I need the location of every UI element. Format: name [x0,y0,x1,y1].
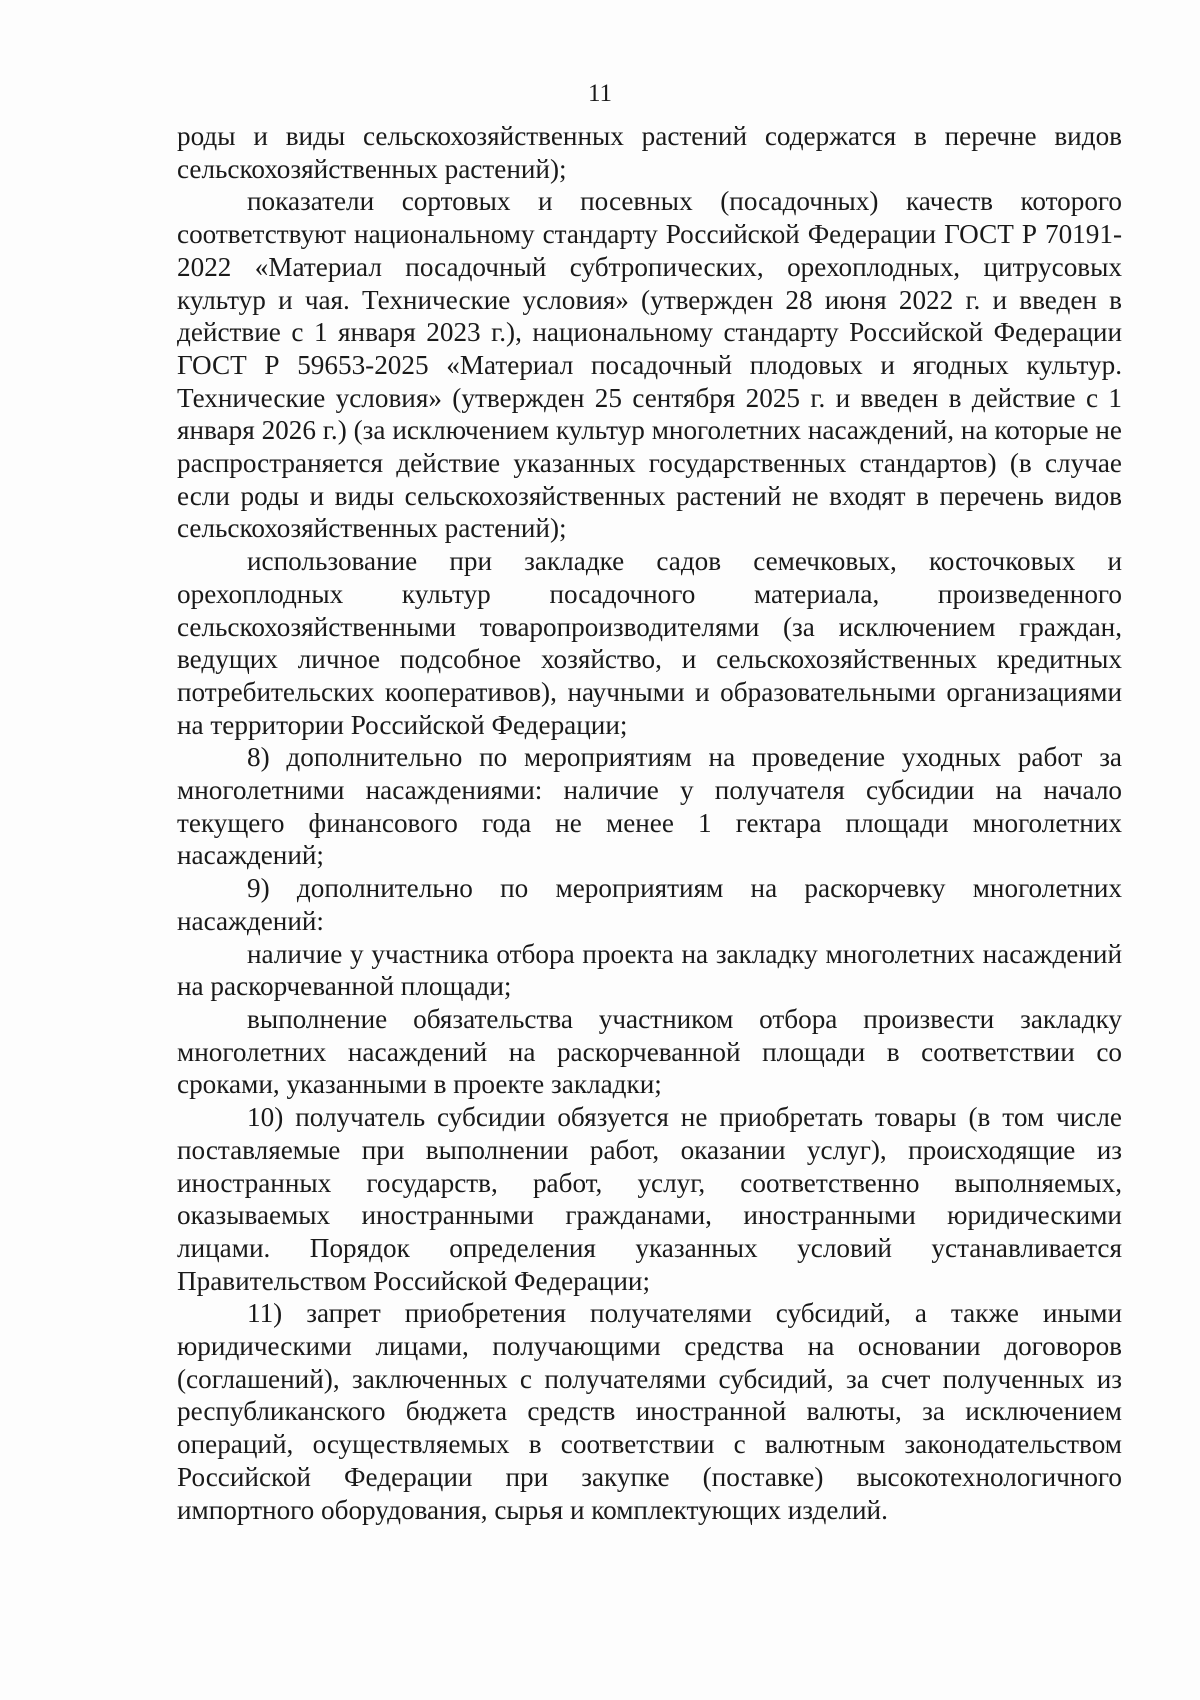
document-body [177,120,1122,1526]
paragraph-item-9-sub-2: выполнение обязательства участником отбора произвести закладку многолетних насаждений на раскорчеванной площади в соответствии со сроками, указанными в проекте закладки; [177,1003,1122,1100]
paragraph-1: роды и виды сельскохозяйственных растений содержатся в перечне видов сельскохозяйственных растений); [177,121,1122,184]
page-number: 11 [587,80,613,107]
paragraph-item-9: 9) дополнительно по мероприятиям на раскорчевку многолетних насаждений: [177,873,1122,936]
paragraph-2: показатели сортовых и посевных (посадочных) качеств которого соответствуют национальному стандарту Российской Федерации ГОСТ Р 70191-2022 «Материал посадочный субтропических, орехоплодных, цитрусовых культур и чая. Технические условия» (утвержден 28 июня 2022 г. и введен в действие с 1 января 2023 г.), национальному стандарту Российской Федерации ГОСТ Р 59653-2025 «Материал посадочный плодовых и ягодных культур. Технические условия» (утвержден 25 сентября 2025 г. и введен в действие с 1 января 2026 г.) (за исключением культур многолетних насаждений, на которые не распространяется действие указанных государственных стандартов) (в случае если роды и виды сельскохозяйственных растений не входят в перечень видов сельскохозяйственных растений); [177,186,1122,544]
paragraph-3: использование при закладке садов семечковых, косточковых и орехоплодных культур посадочного материала, произведенного сельскохозяйственными товаропроизводителями (за исключением граждан, ведущих личное подсобное хозяйство, и сельскохозяйственных кредитных потребительских кооперативов), научными и образовательными организациями на территории Российской Федерации; [177,546,1122,740]
paragraph-item-11: 11) запрет приобретения получателями субсидий, а также иными юридическими лицами, получающими средства на основании договоров (соглашений), заключенных с получателями субсидий, за счет полученных из республиканского бюджета средств иностранной валюты, за исключением операций, осуществляемых в соответствии с валютным законодательством Российской Федерации при закупке (поставке) высокотехнологичного импортного оборудования, сырья и комплектующих изделий. [177,1298,1122,1525]
paragraph-item-9-sub-1: наличие у участника отбора проекта на закладку многолетних насаждений на раскорчеванной площади; [177,938,1122,1002]
paragraph-item-8: 8) дополнительно по мероприятиям на проведение уходных работ за многолетними насаждениями: наличие у получателя субсидии на начало текущего финансового года не менее 1 гектара площади многолетних насаждений; [177,742,1122,871]
paragraph-item-10: 10) получатель субсидии обязуется не приобретать товары (в том числе поставляемые при выполнении работ, оказании услуг), происходящие из иностранных государств, работ, услуг, соответственно выполняемых, оказываемых иностранными гражданами, иностранными юридическими лицами. Порядок определения указанных условий устанавливается Правительством Российской Федерации; [177,1102,1122,1296]
